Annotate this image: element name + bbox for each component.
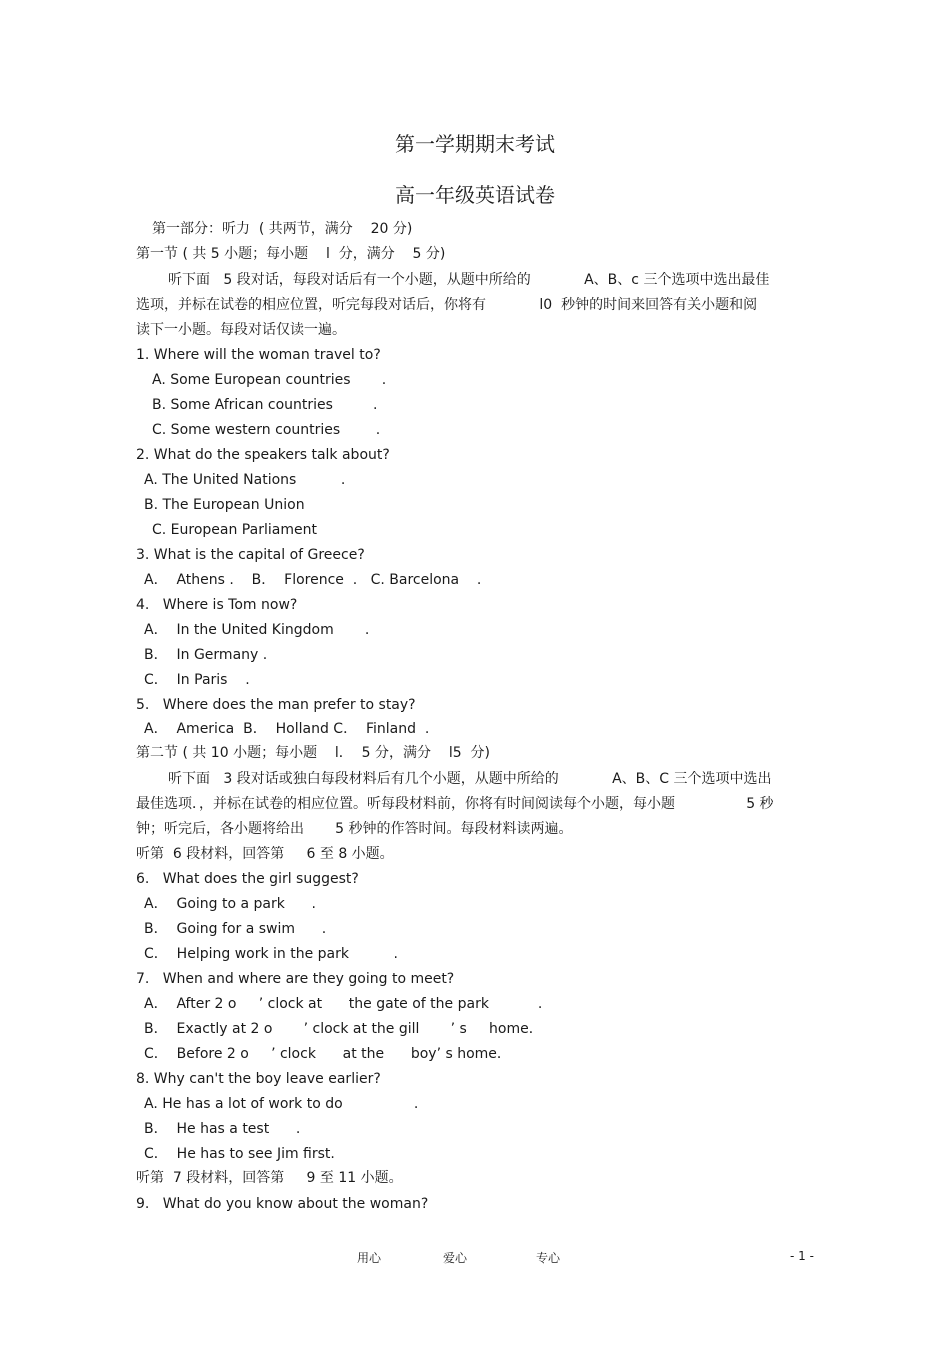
part-one-heading: 第一部分：听力 ( 共两节，满分 20 分) — [152, 221, 413, 237]
answer-option: A． Athens . B． Florence . C. Barcelona . — [144, 572, 482, 588]
section-one-heading: 第一节 ( 共 5 小题；每小题 l 分，满分 5 分) — [136, 246, 446, 262]
answer-option: A. The United Nations . — [144, 472, 346, 488]
page-number: - 1 - — [790, 1249, 814, 1263]
material-heading: 听第 7 段材料，回答第 9 至 11 小题。 — [136, 1170, 403, 1186]
answer-option: C. European Parliament — [152, 522, 317, 538]
question: 5. Where does the man prefer to stay? — [136, 697, 416, 713]
instruction-line: 听下面 5 段对话，每段对话后有一个小题，从题中所给的 A、B、c 三个选项中选出最佳 — [168, 272, 770, 288]
answer-option: C． In Paris . — [144, 672, 250, 688]
section-two-heading: 第二节 ( 共 10 小题；每小题 l． 5 分，满分 l5 分) — [136, 745, 490, 761]
exam-subtitle: 高一年级英语试卷 — [395, 183, 555, 207]
question: 9. What do you know about the woman? — [136, 1196, 429, 1212]
instruction-line: 钟；听完后，各小题将给出 5 秒钟的作答时间。每段材料读两遍。 — [136, 821, 573, 837]
question: 3. What is the capital of Greece? — [136, 547, 365, 563]
answer-option: B. Some African countries . — [152, 397, 378, 413]
answer-option: B． Going for a swim . — [144, 921, 327, 937]
footer-text: 爱心 — [443, 1251, 468, 1265]
question: 2. What do the speakers talk about? — [136, 447, 390, 463]
footer-text: 用心 — [357, 1251, 382, 1265]
answer-option: C． He has to see Jim first. — [144, 1146, 335, 1162]
answer-option: B. The European Union — [144, 497, 305, 513]
answer-option: B． He has a test . — [144, 1121, 301, 1137]
answer-option: A． After 2 o ’ clock at the gate of the park . — [144, 996, 543, 1012]
exam-title: 第一学期期末考试 — [395, 132, 555, 156]
answer-option: B． Exactly at 2 o ’ clock at the gill ’ s home． — [144, 1021, 543, 1037]
instruction-line: 最佳选项．，并标在试卷的相应位置。听每段材料前，你将有时间阅读每个小题，每小题 5 秒 — [136, 796, 774, 812]
answer-option: B． In Germany . — [144, 647, 268, 663]
answer-option: C. Some western countries . — [152, 422, 381, 438]
footer-text: 专心 — [536, 1251, 561, 1265]
instruction-line: 选项，并标在试卷的相应位置，听完每段对话后，你将有 l0 秒钟的时间来回答有关小题和阅 — [136, 297, 758, 313]
instruction-line: 听下面 3 段对话或独白每段材料后有几个小题，从题中所给的 A、B、C 三个选项中选出 — [168, 771, 772, 787]
question: 6. What does the girl suggest? — [136, 871, 359, 887]
answer-option: A. He has a lot of work to do . — [144, 1096, 419, 1112]
material-heading: 听第 6 段材料，回答第 6 至 8 小题。 — [136, 846, 394, 862]
instruction-line: 读下一小题。每段对话仅读一遍。 — [136, 322, 346, 338]
answer-option: C． Before 2 o ’ clock at the boy’ s home． — [144, 1046, 511, 1062]
question: 7. When and where are they going to meet? — [136, 971, 455, 987]
question: 4. Where is Tom now? — [136, 597, 298, 613]
answer-option: A． America B． Holland C． Finland . — [144, 721, 430, 737]
answer-option: A． In the United Kingdom . — [144, 622, 370, 638]
answer-option: C． Helping work in the park . — [144, 946, 398, 962]
question: 8. Why can't the boy leave earlier? — [136, 1071, 381, 1087]
question: 1. Where will the woman travel to? — [136, 347, 381, 363]
answer-option: A. Some European countries . — [152, 372, 387, 388]
answer-option: A． Going to a park . — [144, 896, 317, 912]
